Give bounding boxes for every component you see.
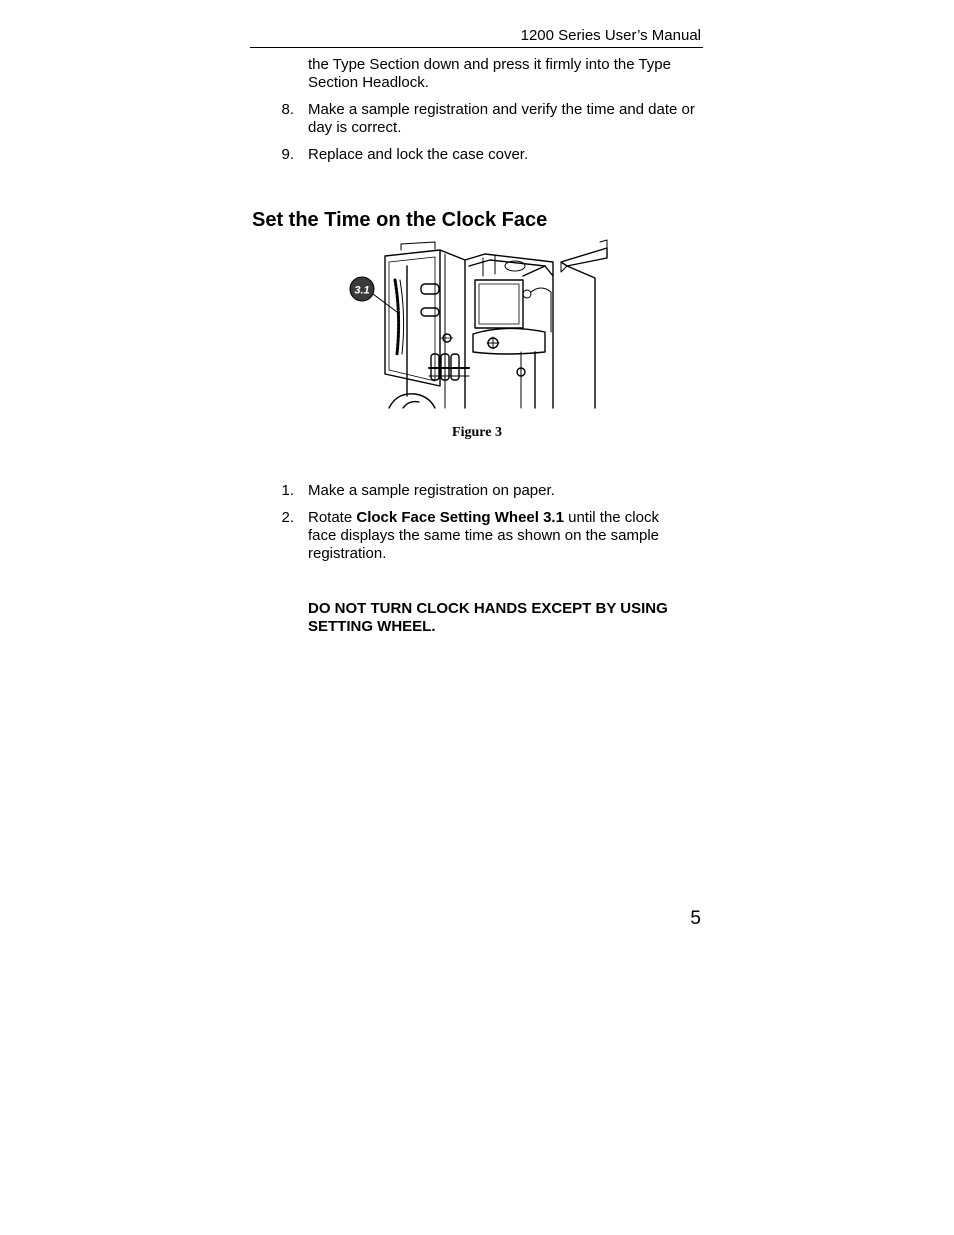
- step-number: 1.: [281, 482, 294, 499]
- figure-caption: Figure 3: [452, 425, 502, 440]
- header-rule: [250, 47, 703, 48]
- page-number: 5: [690, 908, 701, 929]
- step-text-after: until the clock face displays the same time as shown on the sample registration.: [308, 509, 660, 562]
- clock-mechanism-illustration: [345, 236, 610, 410]
- step-text: [308, 509, 688, 563]
- step-text-before: Rotate: [308, 509, 357, 526]
- step-number: 8.: [281, 101, 294, 118]
- step-number: 2.: [281, 509, 294, 526]
- continuation-text: the Type Section down and press it firmly into the Type Section Headlock.: [308, 56, 671, 91]
- step-text-bold: Clock Face Setting Wheel 3.1: [356, 509, 564, 526]
- step-text: Make a sample registration on paper.: [308, 482, 555, 499]
- callout-label: 3.1: [354, 284, 370, 297]
- step-number: 9.: [281, 146, 294, 163]
- warning-note: DO NOT TURN CLOCK HANDS EXCEPT BY USING SETTING WHEEL.: [308, 600, 668, 635]
- section-heading: Set the Time on the Clock Face: [252, 209, 548, 231]
- running-header: 1200 Series User’s Manual: [520, 27, 701, 44]
- step-text: Replace and lock the case cover.: [308, 146, 529, 163]
- step-text: Make a sample registration and verify the time and date or day is correct.: [308, 101, 695, 136]
